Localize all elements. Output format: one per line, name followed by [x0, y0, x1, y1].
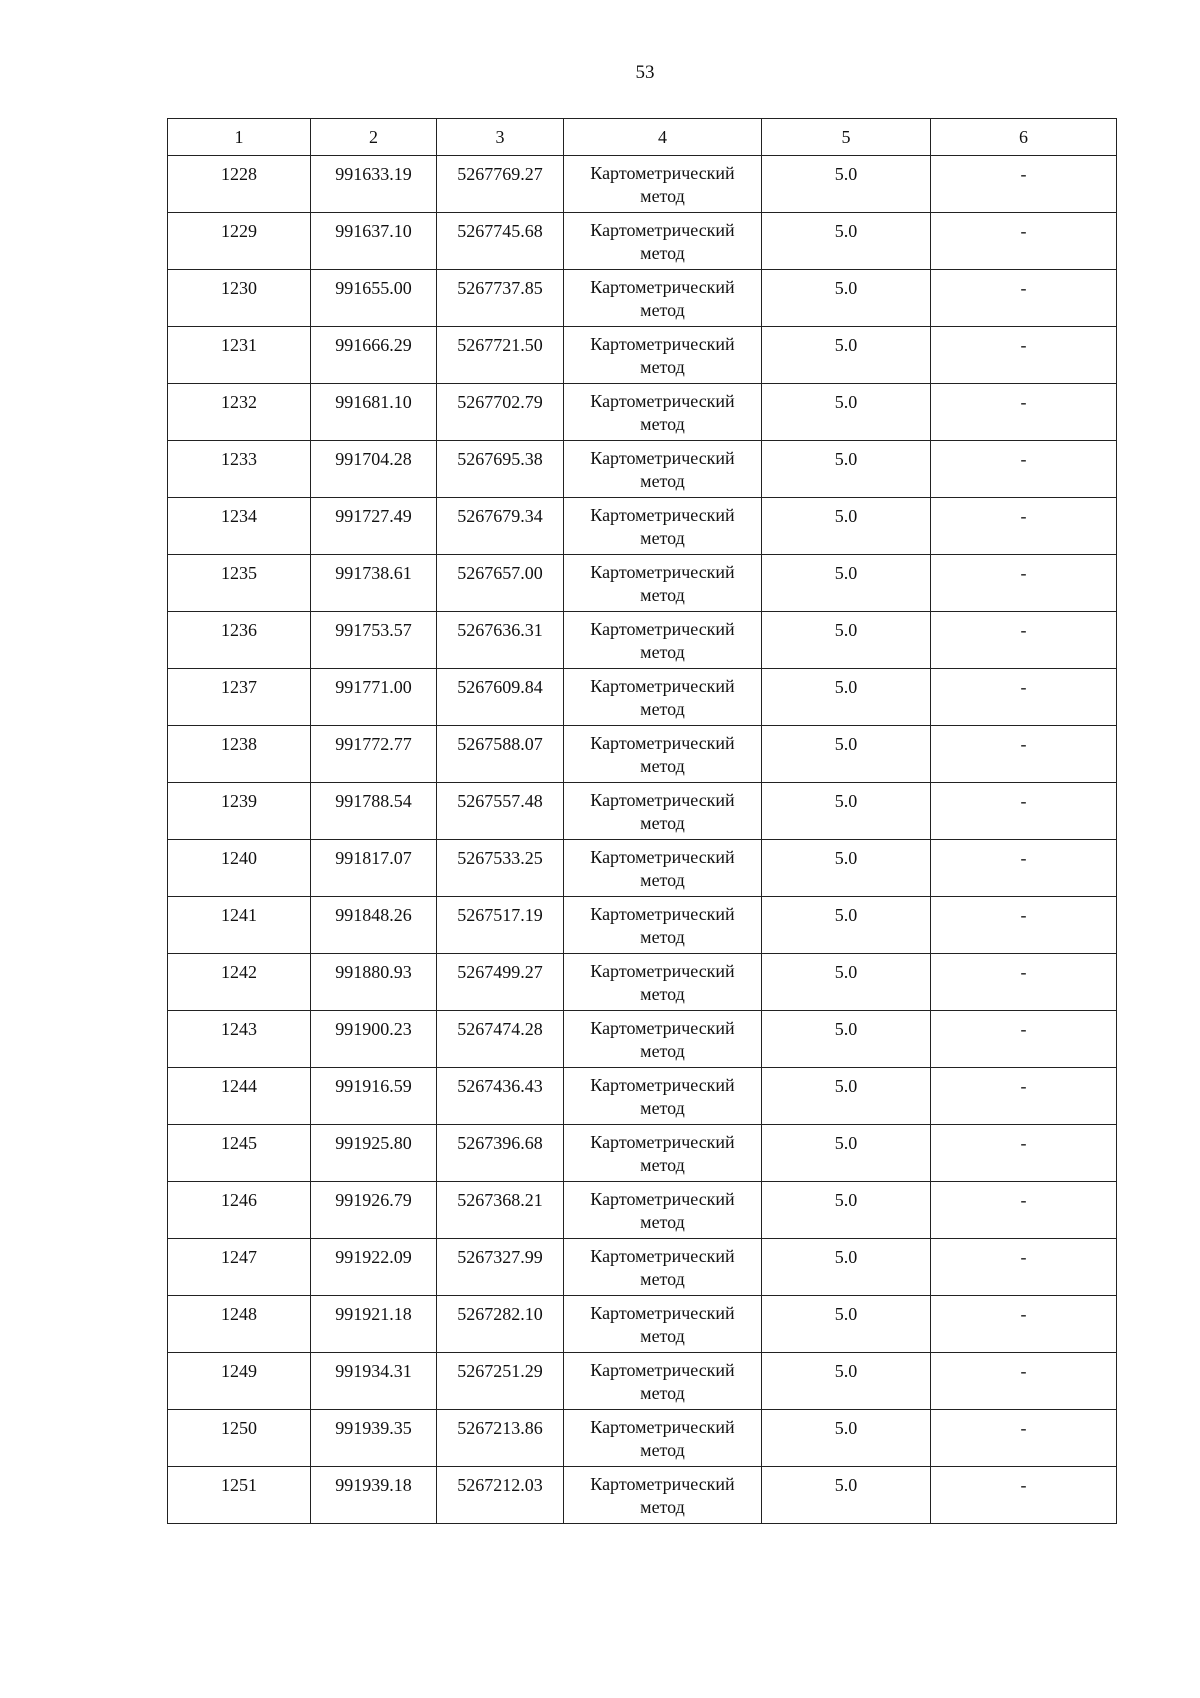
accuracy-cell: 5.0 [762, 1296, 931, 1353]
y-coordinate-cell: 5267737.85 [437, 270, 564, 327]
point-number-cell: 1232 [168, 384, 311, 441]
method-text: Картометрический метод [590, 277, 735, 320]
method-text: Картометрический метод [590, 1075, 735, 1118]
method-text: Картометрический метод [590, 676, 735, 719]
column-header: 6 [931, 119, 1117, 156]
accuracy-cell: 5.0 [762, 1467, 931, 1524]
column-header: 5 [762, 119, 931, 156]
method-cell [564, 954, 762, 1011]
note-cell: - [931, 954, 1117, 1011]
method-text: Картометрический метод [590, 1417, 735, 1460]
x-coordinate-cell: 991727.49 [311, 498, 437, 555]
note-cell: - [931, 1068, 1117, 1125]
method-text: Картометрический метод [590, 961, 735, 1004]
y-coordinate-cell: 5267533.25 [437, 840, 564, 897]
point-number-cell: 1244 [168, 1068, 311, 1125]
table-row [168, 1182, 1117, 1239]
table-row [168, 156, 1117, 213]
x-coordinate-cell: 991637.10 [311, 213, 437, 270]
table-row [168, 669, 1117, 726]
point-number-cell: 1229 [168, 213, 311, 270]
method-cell [564, 1011, 762, 1068]
table-row [168, 612, 1117, 669]
accuracy-cell: 5.0 [762, 1353, 931, 1410]
accuracy-cell: 5.0 [762, 156, 931, 213]
table-row [168, 213, 1117, 270]
point-number-cell: 1251 [168, 1467, 311, 1524]
x-coordinate-cell: 991925.80 [311, 1125, 437, 1182]
table-row [168, 1410, 1117, 1467]
y-coordinate-cell: 5267745.68 [437, 213, 564, 270]
method-text: Картометрический метод [590, 1474, 735, 1517]
method-cell [564, 270, 762, 327]
table-row [168, 327, 1117, 384]
table-row [168, 954, 1117, 1011]
accuracy-cell: 5.0 [762, 327, 931, 384]
x-coordinate-cell: 991771.00 [311, 669, 437, 726]
accuracy-cell: 5.0 [762, 1410, 931, 1467]
table-header-row [168, 119, 1117, 156]
method-text: Картометрический метод [590, 1360, 735, 1403]
y-coordinate-cell: 5267499.27 [437, 954, 564, 1011]
note-cell: - [931, 840, 1117, 897]
y-coordinate-cell: 5267721.50 [437, 327, 564, 384]
x-coordinate-cell: 991817.07 [311, 840, 437, 897]
method-text: Картометрический метод [590, 220, 735, 263]
y-coordinate-cell: 5267679.34 [437, 498, 564, 555]
table-row [168, 555, 1117, 612]
method-text: Картометрический метод [590, 1246, 735, 1289]
column-header: 1 [168, 119, 311, 156]
x-coordinate-cell: 991921.18 [311, 1296, 437, 1353]
y-coordinate-cell: 5267212.03 [437, 1467, 564, 1524]
accuracy-cell: 5.0 [762, 897, 931, 954]
accuracy-cell: 5.0 [762, 384, 931, 441]
table-row [168, 1068, 1117, 1125]
coordinates-table [167, 118, 1117, 1524]
accuracy-cell: 5.0 [762, 726, 931, 783]
note-cell: - [931, 498, 1117, 555]
method-text: Картометрический метод [590, 163, 735, 206]
accuracy-cell: 5.0 [762, 213, 931, 270]
method-text: Картометрический метод [590, 505, 735, 548]
note-cell: - [931, 555, 1117, 612]
note-cell: - [931, 1011, 1117, 1068]
method-text: Картометрический метод [590, 334, 735, 377]
method-text: Картометрический метод [590, 1303, 735, 1346]
accuracy-cell: 5.0 [762, 498, 931, 555]
x-coordinate-cell: 991939.35 [311, 1410, 437, 1467]
x-coordinate-cell: 991916.59 [311, 1068, 437, 1125]
accuracy-cell: 5.0 [762, 783, 931, 840]
table-row [168, 726, 1117, 783]
point-number-cell: 1240 [168, 840, 311, 897]
method-cell [564, 156, 762, 213]
table-row [168, 783, 1117, 840]
y-coordinate-cell: 5267557.48 [437, 783, 564, 840]
point-number-cell: 1230 [168, 270, 311, 327]
method-cell [564, 1296, 762, 1353]
accuracy-cell: 5.0 [762, 1239, 931, 1296]
note-cell: - [931, 441, 1117, 498]
method-text: Картометрический метод [590, 847, 735, 890]
y-coordinate-cell: 5267636.31 [437, 612, 564, 669]
x-coordinate-cell: 991738.61 [311, 555, 437, 612]
table-body [168, 156, 1117, 1524]
x-coordinate-cell: 991926.79 [311, 1182, 437, 1239]
method-cell [564, 213, 762, 270]
method-cell [564, 1182, 762, 1239]
table-row [168, 1125, 1117, 1182]
method-text: Картометрический метод [590, 1018, 735, 1061]
note-cell: - [931, 726, 1117, 783]
table-row [168, 1353, 1117, 1410]
note-cell: - [931, 1410, 1117, 1467]
method-text: Картометрический метод [590, 904, 735, 947]
x-coordinate-cell: 991939.18 [311, 1467, 437, 1524]
x-coordinate-cell: 991848.26 [311, 897, 437, 954]
accuracy-cell: 5.0 [762, 840, 931, 897]
x-coordinate-cell: 991681.10 [311, 384, 437, 441]
y-coordinate-cell: 5267657.00 [437, 555, 564, 612]
method-text: Картометрический метод [590, 733, 735, 776]
table-row [168, 270, 1117, 327]
method-text: Картометрический метод [590, 562, 735, 605]
table-row [168, 441, 1117, 498]
y-coordinate-cell: 5267368.21 [437, 1182, 564, 1239]
point-number-cell: 1231 [168, 327, 311, 384]
point-number-cell: 1248 [168, 1296, 311, 1353]
note-cell: - [931, 1353, 1117, 1410]
y-coordinate-cell: 5267769.27 [437, 156, 564, 213]
method-cell [564, 327, 762, 384]
method-text: Картометрический метод [590, 1189, 735, 1232]
point-number-cell: 1235 [168, 555, 311, 612]
accuracy-cell: 5.0 [762, 1068, 931, 1125]
column-header: 3 [437, 119, 564, 156]
method-text: Картометрический метод [590, 1132, 735, 1175]
x-coordinate-cell: 991753.57 [311, 612, 437, 669]
note-cell: - [931, 213, 1117, 270]
method-text: Картометрический метод [590, 619, 735, 662]
note-cell: - [931, 1182, 1117, 1239]
method-cell [564, 726, 762, 783]
point-number-cell: 1234 [168, 498, 311, 555]
point-number-cell: 1233 [168, 441, 311, 498]
point-number-cell: 1228 [168, 156, 311, 213]
method-cell [564, 384, 762, 441]
point-number-cell: 1250 [168, 1410, 311, 1467]
method-cell [564, 1239, 762, 1296]
method-text: Картометрический метод [590, 790, 735, 833]
note-cell: - [931, 384, 1117, 441]
method-cell [564, 555, 762, 612]
point-number-cell: 1236 [168, 612, 311, 669]
accuracy-cell: 5.0 [762, 954, 931, 1011]
x-coordinate-cell: 991704.28 [311, 441, 437, 498]
point-number-cell: 1238 [168, 726, 311, 783]
y-coordinate-cell: 5267517.19 [437, 897, 564, 954]
note-cell: - [931, 270, 1117, 327]
note-cell: - [931, 1296, 1117, 1353]
x-coordinate-cell: 991655.00 [311, 270, 437, 327]
x-coordinate-cell: 991788.54 [311, 783, 437, 840]
accuracy-cell: 5.0 [762, 555, 931, 612]
method-cell [564, 1068, 762, 1125]
x-coordinate-cell: 991633.19 [311, 156, 437, 213]
accuracy-cell: 5.0 [762, 1182, 931, 1239]
method-cell [564, 1125, 762, 1182]
method-text: Картометрический метод [590, 448, 735, 491]
point-number-cell: 1249 [168, 1353, 311, 1410]
point-number-cell: 1239 [168, 783, 311, 840]
y-coordinate-cell: 5267327.99 [437, 1239, 564, 1296]
note-cell: - [931, 1125, 1117, 1182]
method-text: Картометрический метод [590, 391, 735, 434]
column-header: 4 [564, 119, 762, 156]
method-cell [564, 1410, 762, 1467]
y-coordinate-cell: 5267213.86 [437, 1410, 564, 1467]
x-coordinate-cell: 991934.31 [311, 1353, 437, 1410]
accuracy-cell: 5.0 [762, 1011, 931, 1068]
accuracy-cell: 5.0 [762, 441, 931, 498]
note-cell: - [931, 1467, 1117, 1524]
method-cell [564, 783, 762, 840]
x-coordinate-cell: 991922.09 [311, 1239, 437, 1296]
column-header: 2 [311, 119, 437, 156]
table-row [168, 1296, 1117, 1353]
table-row [168, 897, 1117, 954]
note-cell: - [931, 612, 1117, 669]
accuracy-cell: 5.0 [762, 270, 931, 327]
point-number-cell: 1241 [168, 897, 311, 954]
y-coordinate-cell: 5267702.79 [437, 384, 564, 441]
table-row [168, 1011, 1117, 1068]
accuracy-cell: 5.0 [762, 612, 931, 669]
y-coordinate-cell: 5267474.28 [437, 1011, 564, 1068]
x-coordinate-cell: 991880.93 [311, 954, 437, 1011]
point-number-cell: 1247 [168, 1239, 311, 1296]
note-cell: - [931, 327, 1117, 384]
method-cell [564, 612, 762, 669]
method-cell [564, 441, 762, 498]
x-coordinate-cell: 991772.77 [311, 726, 437, 783]
note-cell: - [931, 1239, 1117, 1296]
note-cell: - [931, 669, 1117, 726]
x-coordinate-cell: 991666.29 [311, 327, 437, 384]
y-coordinate-cell: 5267282.10 [437, 1296, 564, 1353]
y-coordinate-cell: 5267396.68 [437, 1125, 564, 1182]
y-coordinate-cell: 5267436.43 [437, 1068, 564, 1125]
accuracy-cell: 5.0 [762, 669, 931, 726]
method-cell [564, 840, 762, 897]
method-cell [564, 498, 762, 555]
table-row [168, 1467, 1117, 1524]
note-cell: - [931, 156, 1117, 213]
point-number-cell: 1243 [168, 1011, 311, 1068]
method-cell [564, 669, 762, 726]
y-coordinate-cell: 5267251.29 [437, 1353, 564, 1410]
table-row [168, 498, 1117, 555]
table-row [168, 840, 1117, 897]
table-row [168, 1239, 1117, 1296]
point-number-cell: 1242 [168, 954, 311, 1011]
x-coordinate-cell: 991900.23 [311, 1011, 437, 1068]
y-coordinate-cell: 5267695.38 [437, 441, 564, 498]
table-row [168, 384, 1117, 441]
note-cell: - [931, 897, 1117, 954]
method-cell [564, 897, 762, 954]
method-cell [564, 1353, 762, 1410]
page-number: 53 [635, 62, 655, 83]
y-coordinate-cell: 5267609.84 [437, 669, 564, 726]
point-number-cell: 1246 [168, 1182, 311, 1239]
accuracy-cell: 5.0 [762, 1125, 931, 1182]
note-cell: - [931, 783, 1117, 840]
point-number-cell: 1237 [168, 669, 311, 726]
method-cell [564, 1467, 762, 1524]
y-coordinate-cell: 5267588.07 [437, 726, 564, 783]
point-number-cell: 1245 [168, 1125, 311, 1182]
